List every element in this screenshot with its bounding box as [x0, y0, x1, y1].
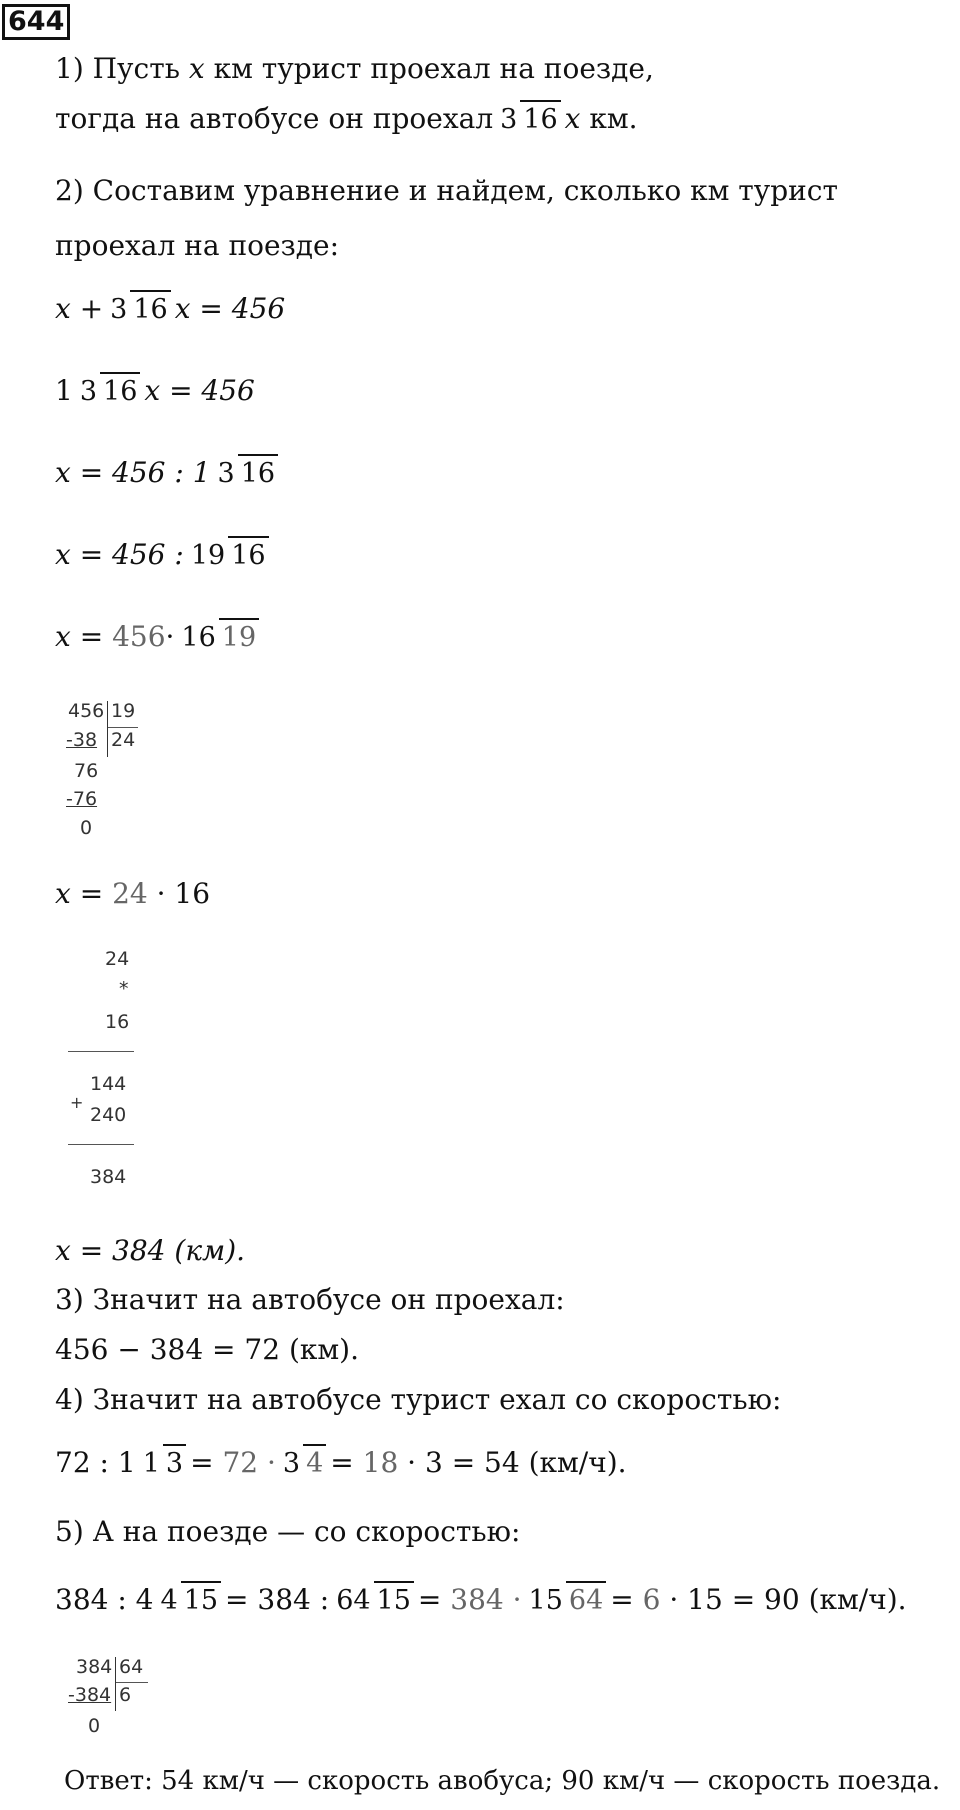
step1-line1: 1) Пусть x км турист проехал на поезде, — [55, 50, 654, 88]
equation-5: x = 456 · 16 19 — [55, 618, 263, 656]
answer: Ответ: 54 км/ч — скорость авобуса; 90 км/ч — скорость поезда. — [64, 1766, 941, 1796]
variable-x: x — [188, 52, 205, 85]
problem-number: 644 — [2, 4, 70, 40]
equation-8: 456 − 384 = 72 (км). — [55, 1333, 359, 1366]
fraction: 3 16 — [497, 105, 561, 133]
equation-10: 384 : 4 4 15 = 384 : 64 15 = 384 · 15 64 = 6 · 15 = 90 (км/ч). — [55, 1583, 907, 1616]
step5: 5) А на поезде — со скоростью: — [55, 1515, 521, 1548]
equation-2: 1 3 16 x = 456 — [55, 374, 255, 407]
equation-7: x = 384 (км). — [55, 1234, 246, 1267]
step2-line2: проехал на поезде: — [55, 229, 340, 262]
equation-1: x + 3 16 x = 456 — [55, 292, 286, 325]
equation-9: 72 : 1 1 3 = 72 · 3 4 = 18 · 3 = 54 (км/ч). — [55, 1446, 627, 1479]
step4: 4) Значит на автобусе турист ехал со скоростью: — [55, 1383, 782, 1416]
step3: 3) Значит на автобусе он проехал: — [55, 1283, 565, 1316]
equation-3: x = 456 : 1 3 16 — [55, 454, 282, 492]
step1-line2: тогда на автобусе он проехал 3 16 x км. — [55, 102, 638, 135]
step2-line1: 2) Составим уравнение и найдем, сколько км турист — [55, 174, 838, 207]
equation-4: x = 456 : 19 16 — [55, 536, 273, 574]
equation-6: x = 24 · 16 — [55, 877, 211, 910]
